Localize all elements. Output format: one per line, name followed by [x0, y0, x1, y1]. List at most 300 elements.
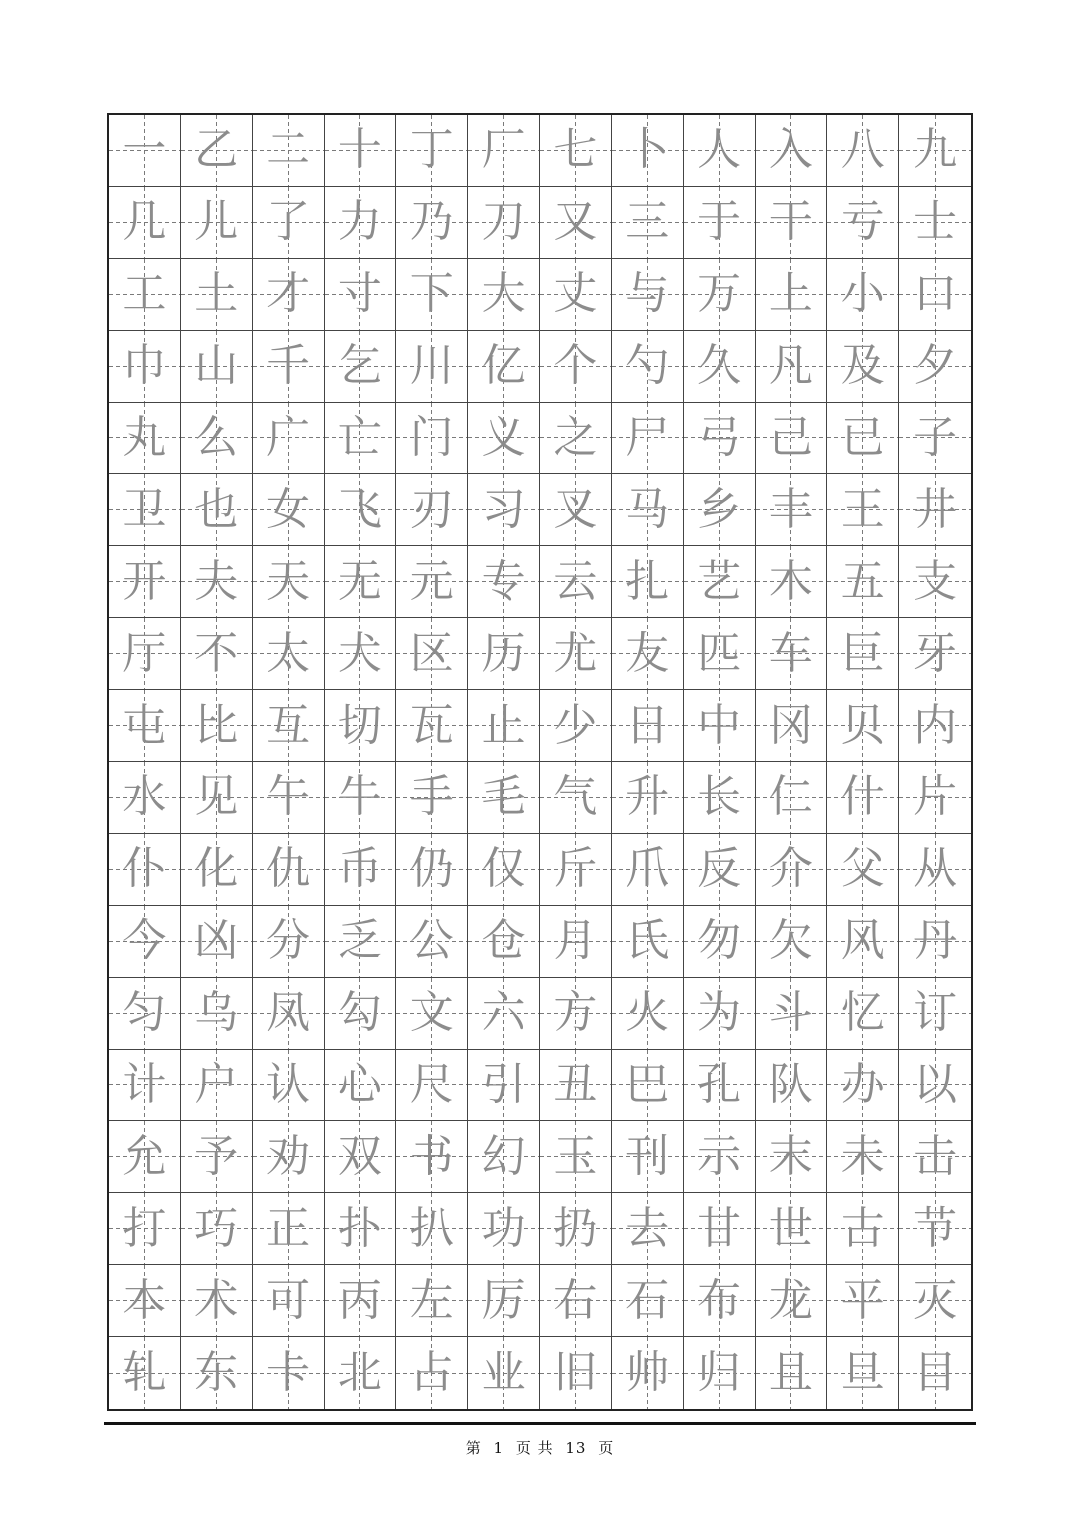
practice-character: 巴: [625, 1058, 670, 1110]
practice-character: 仓: [481, 915, 526, 967]
grid-cell: [684, 1193, 756, 1265]
grid-cell: [756, 1050, 828, 1122]
practice-character: 长: [697, 771, 742, 823]
practice-character: 丹: [913, 915, 958, 967]
practice-character: 八: [840, 124, 885, 176]
grid-cell: [181, 546, 253, 618]
practice-character: 术: [194, 1274, 239, 1326]
practice-character: 北: [337, 1347, 382, 1399]
grid-cell: [253, 1265, 325, 1337]
grid-cell: [181, 1121, 253, 1193]
grid-cell: [109, 906, 181, 978]
practice-character: 贝: [840, 699, 885, 751]
grid-cell: [612, 762, 684, 834]
practice-character: 入: [768, 124, 813, 176]
grid-cell: [181, 690, 253, 762]
practice-character: 允: [122, 1130, 167, 1182]
grid-cell: [396, 906, 468, 978]
grid-cell: [468, 762, 540, 834]
practice-character: 上: [768, 268, 813, 320]
practice-character: 丁: [409, 124, 454, 176]
practice-character: 旦: [840, 1347, 885, 1399]
practice-character: 占: [409, 1347, 454, 1399]
practice-character: 几: [122, 196, 167, 248]
grid-cell: [468, 1265, 540, 1337]
grid-cell: [325, 762, 397, 834]
grid-cell: [612, 1193, 684, 1265]
practice-character: 二: [266, 124, 311, 176]
grid-cell: [612, 331, 684, 403]
practice-character: 为: [697, 987, 742, 1039]
grid-cell: [899, 762, 971, 834]
grid-cell: [181, 474, 253, 546]
practice-character: 中: [697, 699, 742, 751]
grid-cell: [468, 1337, 540, 1409]
practice-character: 公: [409, 915, 454, 967]
practice-character: 切: [337, 699, 382, 751]
practice-character: 五: [840, 555, 885, 607]
grid-cell: [756, 978, 828, 1050]
grid-cell: [181, 259, 253, 331]
practice-character: 什: [840, 771, 885, 823]
grid-cell: [899, 618, 971, 690]
practice-character: 左: [409, 1274, 454, 1326]
practice-character: 与: [625, 268, 670, 320]
practice-character: 冈: [768, 699, 813, 751]
grid-cell: [684, 618, 756, 690]
grid-cell: [468, 978, 540, 1050]
practice-character: 小: [840, 268, 885, 320]
practice-character: 方: [553, 987, 598, 1039]
grid-cell: [756, 618, 828, 690]
practice-character: 手: [409, 771, 454, 823]
practice-character: 元: [409, 555, 454, 607]
grid-cell: [756, 690, 828, 762]
practice-character: 以: [913, 1058, 958, 1110]
footer-middle: 页 共: [515, 1439, 554, 1457]
grid-cell: [827, 403, 899, 475]
practice-character: 七: [553, 124, 598, 176]
grid-cell: [899, 331, 971, 403]
practice-character: 欠: [768, 915, 813, 967]
grid-cell: [396, 1121, 468, 1193]
practice-character: 巨: [840, 627, 885, 679]
grid-cell: [612, 115, 684, 187]
practice-character: 乏: [337, 915, 382, 967]
practice-character: 本: [122, 1274, 167, 1326]
practice-character: 忆: [840, 987, 885, 1039]
practice-character: 引: [481, 1058, 526, 1110]
practice-character: 月: [553, 915, 598, 967]
practice-character: 今: [122, 915, 167, 967]
practice-character: 牙: [913, 627, 958, 679]
grid-cell: [756, 1193, 828, 1265]
practice-character: 止: [481, 699, 526, 751]
grid-cell: [109, 834, 181, 906]
practice-character: 飞: [337, 483, 382, 535]
practice-character: 厉: [481, 1274, 526, 1326]
practice-character: 扔: [553, 1202, 598, 1254]
practice-character: 见: [194, 771, 239, 823]
grid-cell: [325, 1265, 397, 1337]
practice-character: 卜: [625, 124, 670, 176]
grid-cell: [181, 1337, 253, 1409]
grid-cell: [253, 331, 325, 403]
practice-character: 布: [697, 1274, 742, 1326]
practice-character: 目: [913, 1347, 958, 1399]
character-practice-grid: [107, 113, 973, 1411]
grid-cell: [899, 115, 971, 187]
grid-cell: [181, 115, 253, 187]
grid-cell: [253, 403, 325, 475]
grid-cell: [899, 978, 971, 1050]
practice-character: 匀: [122, 987, 167, 1039]
practice-character: 刀: [481, 196, 526, 248]
grid-cell: [540, 834, 612, 906]
practice-character: 幻: [481, 1130, 526, 1182]
grid-cell: [109, 1337, 181, 1409]
grid-cell: [540, 618, 612, 690]
grid-cell: [540, 1121, 612, 1193]
practice-character: 化: [194, 843, 239, 895]
practice-character: 习: [481, 483, 526, 535]
grid-cell: [540, 331, 612, 403]
grid-cell: [468, 187, 540, 259]
practice-character: 专: [481, 555, 526, 607]
practice-character: 万: [697, 268, 742, 320]
grid-cell: [756, 331, 828, 403]
grid-cell: [827, 834, 899, 906]
practice-character: 旧: [553, 1347, 598, 1399]
practice-character: 右: [553, 1274, 598, 1326]
grid-cell: [253, 546, 325, 618]
grid-cell: [181, 1193, 253, 1265]
practice-character: 士: [913, 196, 958, 248]
grid-cell: [109, 187, 181, 259]
grid-cell: [612, 906, 684, 978]
practice-character: 正: [266, 1202, 311, 1254]
practice-character: 干: [768, 196, 813, 248]
practice-character: 乞: [337, 340, 382, 392]
grid-cell: [540, 1337, 612, 1409]
practice-character: 友: [625, 627, 670, 679]
practice-character: 夫: [194, 555, 239, 607]
practice-character: 心: [337, 1058, 382, 1110]
practice-character: 反: [697, 843, 742, 895]
practice-character: 巾: [122, 340, 167, 392]
grid-cell: [612, 259, 684, 331]
grid-cell: [827, 762, 899, 834]
practice-character: 夕: [913, 340, 958, 392]
practice-character: 车: [768, 627, 813, 679]
grid-cell: [253, 1121, 325, 1193]
practice-character: 订: [913, 987, 958, 1039]
practice-character: 勺: [625, 340, 670, 392]
grid-cell: [181, 834, 253, 906]
practice-character: 子: [913, 411, 958, 463]
grid-cell: [612, 618, 684, 690]
grid-cell: [827, 1265, 899, 1337]
grid-cell: [325, 1121, 397, 1193]
grid-cell: [325, 403, 397, 475]
practice-character: 互: [266, 699, 311, 751]
practice-character: 队: [768, 1058, 813, 1110]
grid-cell: [756, 906, 828, 978]
grid-cell: [325, 1050, 397, 1122]
grid-cell: [109, 762, 181, 834]
grid-cell: [396, 978, 468, 1050]
grid-cell: [325, 546, 397, 618]
practice-character: 功: [481, 1202, 526, 1254]
grid-cell: [253, 834, 325, 906]
grid-cell: [612, 1265, 684, 1337]
grid-cell: [899, 187, 971, 259]
practice-character: 去: [625, 1202, 670, 1254]
practice-character: 亏: [840, 196, 885, 248]
grid-cell: [396, 331, 468, 403]
grid-cell: [540, 187, 612, 259]
grid-cell: [109, 115, 181, 187]
grid-cell: [109, 1193, 181, 1265]
practice-character: 卫: [122, 483, 167, 535]
practice-character: 历: [481, 627, 526, 679]
practice-character: 水: [122, 771, 167, 823]
practice-character: 书: [409, 1130, 454, 1182]
practice-character: 扒: [409, 1202, 454, 1254]
practice-character: 文: [409, 987, 454, 1039]
practice-character: 龙: [768, 1274, 813, 1326]
grid-cell: [109, 546, 181, 618]
practice-character: 业: [481, 1347, 526, 1399]
practice-character: 勿: [697, 915, 742, 967]
grid-cell: [396, 1337, 468, 1409]
practice-character: 户: [194, 1058, 239, 1110]
grid-cell: [396, 474, 468, 546]
grid-cell: [756, 474, 828, 546]
grid-cell: [468, 259, 540, 331]
practice-character: 办: [840, 1058, 885, 1110]
grid-cell: [181, 618, 253, 690]
practice-character: 示: [697, 1130, 742, 1182]
grid-cell: [468, 546, 540, 618]
practice-character: 么: [194, 411, 239, 463]
practice-character: 介: [768, 843, 813, 895]
practice-character: 甘: [697, 1202, 742, 1254]
grid-cell: [612, 834, 684, 906]
practice-character: 十: [337, 124, 382, 176]
practice-character: 区: [409, 627, 454, 679]
practice-character: 丰: [768, 483, 813, 535]
grid-cell: [253, 618, 325, 690]
practice-character: 仅: [481, 843, 526, 895]
grid-cell: [612, 690, 684, 762]
grid-cell: [181, 978, 253, 1050]
grid-cell: [181, 187, 253, 259]
practice-character: 凡: [768, 340, 813, 392]
grid-cell: [684, 906, 756, 978]
grid-cell: [827, 618, 899, 690]
grid-cell: [325, 259, 397, 331]
practice-character: 川: [409, 340, 454, 392]
grid-cell: [827, 1121, 899, 1193]
grid-cell: [756, 115, 828, 187]
grid-cell: [899, 906, 971, 978]
practice-character: 叉: [553, 483, 598, 535]
grid-cell: [899, 546, 971, 618]
practice-character: 女: [266, 483, 311, 535]
grid-cell: [899, 690, 971, 762]
grid-cell: [396, 115, 468, 187]
practice-character: 凶: [194, 915, 239, 967]
grid-cell: [181, 1265, 253, 1337]
grid-cell: [109, 618, 181, 690]
practice-character: 劝: [266, 1130, 311, 1182]
practice-character: 弓: [697, 411, 742, 463]
grid-cell: [181, 331, 253, 403]
practice-character: 寸: [337, 268, 382, 320]
grid-cell: [899, 1265, 971, 1337]
grid-cell: [827, 690, 899, 762]
grid-cell: [396, 546, 468, 618]
practice-character: 犬: [337, 627, 382, 679]
grid-cell: [468, 474, 540, 546]
grid-cell: [612, 978, 684, 1050]
grid-cell: [684, 1121, 756, 1193]
grid-cell: [253, 259, 325, 331]
grid-cell: [325, 978, 397, 1050]
grid-cell: [396, 187, 468, 259]
practice-character: 仆: [122, 843, 167, 895]
practice-character: 丙: [337, 1274, 382, 1326]
grid-cell: [540, 762, 612, 834]
grid-cell: [827, 115, 899, 187]
grid-cell: [396, 690, 468, 762]
grid-cell: [325, 474, 397, 546]
practice-character: 大: [481, 268, 526, 320]
grid-cell: [468, 1121, 540, 1193]
practice-character: 未: [840, 1130, 885, 1182]
practice-character: 刃: [409, 483, 454, 535]
grid-cell: [899, 474, 971, 546]
practice-character: 及: [840, 340, 885, 392]
practice-character: 千: [266, 340, 311, 392]
grid-cell: [468, 1050, 540, 1122]
grid-cell: [899, 834, 971, 906]
grid-cell: [756, 1265, 828, 1337]
grid-cell: [684, 259, 756, 331]
practice-character: 门: [409, 411, 454, 463]
footer-suffix: 页: [598, 1439, 615, 1457]
practice-character: 且: [768, 1347, 813, 1399]
grid-cell: [468, 115, 540, 187]
practice-character: 从: [913, 843, 958, 895]
practice-character: 斗: [768, 987, 813, 1039]
grid-cell: [756, 403, 828, 475]
practice-character: 午: [266, 771, 311, 823]
practice-character: 升: [625, 771, 670, 823]
grid-cell: [325, 690, 397, 762]
grid-cell: [684, 1337, 756, 1409]
grid-cell: [612, 1337, 684, 1409]
grid-cell: [827, 474, 899, 546]
grid-cell: [253, 187, 325, 259]
grid-cell: [109, 259, 181, 331]
grid-cell: [396, 1193, 468, 1265]
practice-character: 平: [840, 1274, 885, 1326]
practice-character: 凤: [266, 987, 311, 1039]
grid-cell: [540, 1193, 612, 1265]
grid-cell: [396, 618, 468, 690]
practice-character: 玉: [553, 1130, 598, 1182]
grid-cell: [325, 618, 397, 690]
grid-cell: [540, 115, 612, 187]
practice-character: 亿: [481, 340, 526, 392]
practice-character: 之: [553, 411, 598, 463]
practice-character: 支: [913, 555, 958, 607]
grid-cell: [827, 259, 899, 331]
practice-character: 木: [768, 555, 813, 607]
grid-cell: [827, 978, 899, 1050]
practice-character: 计: [122, 1058, 167, 1110]
grid-cell: [325, 1337, 397, 1409]
grid-cell: [540, 403, 612, 475]
grid-cell: [899, 1121, 971, 1193]
grid-cell: [684, 1265, 756, 1337]
practice-character: 口: [913, 268, 958, 320]
grid-cell: [684, 403, 756, 475]
grid-cell: [827, 546, 899, 618]
practice-character: 艺: [697, 555, 742, 607]
grid-cell: [684, 115, 756, 187]
practice-character: 三: [625, 196, 670, 248]
grid-cell: [540, 1265, 612, 1337]
grid-cell: [827, 1337, 899, 1409]
practice-character: 丑: [553, 1058, 598, 1110]
practice-character: 己: [768, 411, 813, 463]
grid-cell: [684, 762, 756, 834]
practice-character: 工: [122, 268, 167, 320]
practice-character: 无: [337, 555, 382, 607]
grid-cell: [756, 546, 828, 618]
grid-cell: [325, 115, 397, 187]
grid-cell: [396, 762, 468, 834]
practice-character: 屯: [122, 699, 167, 751]
practice-character: 才: [266, 268, 311, 320]
grid-cell: [684, 978, 756, 1050]
practice-character: 扑: [337, 1202, 382, 1254]
practice-character: 久: [697, 340, 742, 392]
grid-cell: [684, 474, 756, 546]
grid-cell: [109, 403, 181, 475]
grid-cell: [468, 331, 540, 403]
grid-cell: [756, 1121, 828, 1193]
grid-cell: [756, 1337, 828, 1409]
grid-cell: [899, 1050, 971, 1122]
practice-character: 九: [913, 124, 958, 176]
grid-cell: [396, 834, 468, 906]
grid-cell: [396, 1265, 468, 1337]
grid-cell: [899, 1193, 971, 1265]
practice-character: 日: [625, 699, 670, 751]
practice-character: 气: [553, 771, 598, 823]
grid-cell: [612, 1121, 684, 1193]
practice-character: 王: [840, 483, 885, 535]
practice-character: 予: [194, 1130, 239, 1182]
grid-cell: [253, 115, 325, 187]
grid-cell: [756, 187, 828, 259]
grid-cell: [253, 1193, 325, 1265]
practice-character: 击: [913, 1130, 958, 1182]
